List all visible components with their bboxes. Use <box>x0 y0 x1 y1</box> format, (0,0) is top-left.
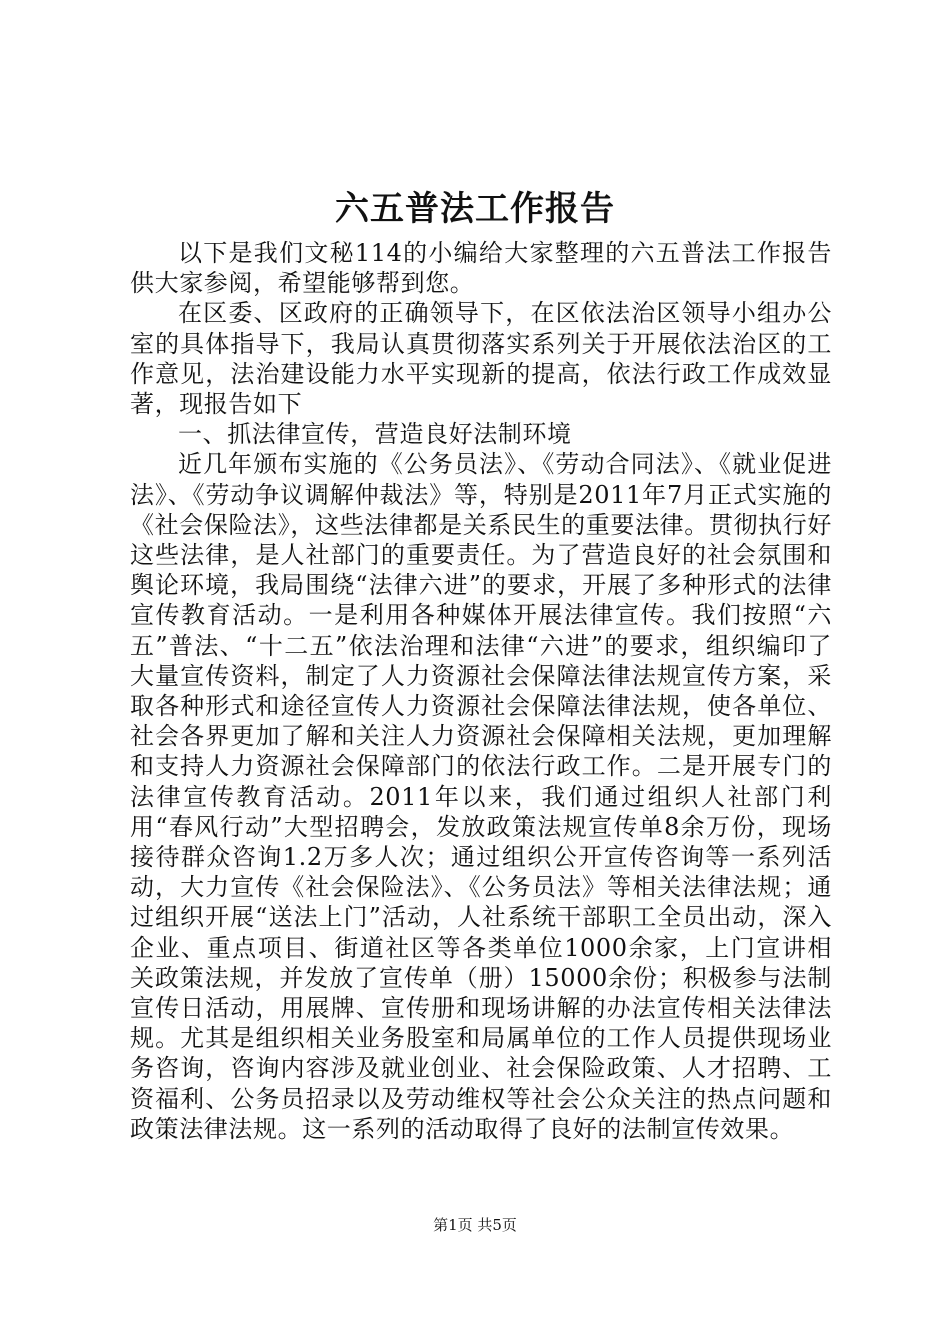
document-body <box>130 238 832 1144</box>
opening-paragraph: 在区委、区政府的正确领导下，在区依法治区领导小组办公室的具体指导下，我局认真贯彻落实系列关于开展依法治区的工作意见，法治建设能力水平实现新的提高，依法行政工作成效显著，现报告如下 <box>130 299 832 419</box>
section-heading: 一、抓法律宣传，营造良好法制环境 <box>178 420 572 449</box>
intro-paragraph: 以下是我们文秘114的小编给大家整理的六五普法工作报告供大家参阅，希望能够帮到您。 <box>130 239 832 298</box>
document-title: 六五普法工作报告 <box>335 189 615 229</box>
page-footer: 第1页 共5页 <box>433 1216 517 1234</box>
body-paragraph: 近几年颁布实施的《公务员法》、《劳动合同法》、《就业促进法》、《劳动争议调解仲裁法》等，特别是2011年7月正式实施的《社会保险法》，这些法律都是关系民生的重要法律。贯彻执行好这些法律，是人社部门的重要责任。为了营造良好的社会氛围和舆论环境，我局围绕“法律六进”的要求，开展了多种形式的法律宣传教育活动。一是利用各种媒体开展法律宣传。我们按照“六五”普法、“十二五”依法治理和法律“六进”的要求，组织编印了大量宣传资料，制定了人力资源社会保障法律法规宣传方案，采取各种形式和途径宣传人力资源社会保障法律法规，使各单位、社会各界更加了解和关注人力资源社会保障相关法规，更加理解和支持人力资源社会保障部门的依法行政工作。二是开展专门的法律宣传教育活动。2011年以来，我们通过组织人社部门利用“春风行动”大型招聘会，发放政策法规宣传单8余万份，现场接待群众咨询1.2万多人次；通过组织公开宣传咨询等一系列活动，大力宣传《社会保险法》、《公务员法》等相关法律法规；通过组织开展“送法上门”活动，人社系统干部职工全员出动，深入企业、重点项目、街道社区等各类单位1000余家，上门宣讲相关政策法规，并发放了宣传单（册）15000余份；积极参与法制宣传日活动，用展牌、宣传册和现场讲解的办法宣传相关法律法规。尤其是组织相关业务股室和局属单位的工作人员提供现场业务咨询，咨询内容涉及就业创业、社会保险政策、人才招聘、工资福利、公务员招录以及劳动维权等社会公众关注的热点问题和政策法律法规。这一系列的活动取得了良好的法制宣传效果。 <box>130 450 832 1143</box>
